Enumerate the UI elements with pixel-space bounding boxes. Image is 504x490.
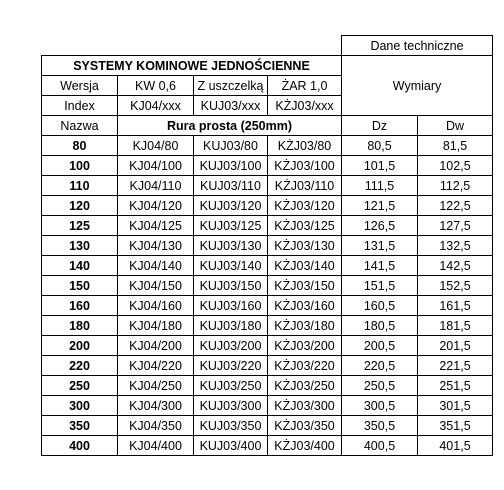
system-title: SYSTEMY KOMINOWE JEDNOŚCIENNE bbox=[42, 56, 342, 76]
dz-cell: 250,5 bbox=[342, 376, 418, 396]
spec-table bbox=[41, 35, 493, 456]
dz-cell: 350,5 bbox=[342, 416, 418, 436]
kzj-cell: KŻJ03/300 bbox=[268, 396, 342, 416]
size-cell: 120 bbox=[42, 196, 118, 216]
kuj-cell: KUJ03/130 bbox=[194, 236, 268, 256]
kzj-cell: KŻJ03/80 bbox=[268, 136, 342, 156]
index-kzj: KŻJ03/xxx bbox=[268, 96, 342, 116]
table-row bbox=[42, 236, 493, 256]
dw-cell: 161,5 bbox=[418, 296, 493, 316]
table-row bbox=[42, 356, 493, 376]
dz-cell: 400,5 bbox=[342, 436, 418, 456]
kj-cell: KJ04/250 bbox=[118, 376, 194, 396]
kzj-cell: KŻJ03/130 bbox=[268, 236, 342, 256]
size-cell: 130 bbox=[42, 236, 118, 256]
kj-cell: KJ04/100 bbox=[118, 156, 194, 176]
table-row bbox=[42, 256, 493, 276]
dw-cell: 301,5 bbox=[418, 396, 493, 416]
kzj-cell: KŻJ03/110 bbox=[268, 176, 342, 196]
kuj-cell: KUJ03/250 bbox=[194, 376, 268, 396]
dw-cell: 81,5 bbox=[418, 136, 493, 156]
kzj-cell: KŻJ03/180 bbox=[268, 316, 342, 336]
kj-cell: KJ04/200 bbox=[118, 336, 194, 356]
kzj-cell: KŻJ03/400 bbox=[268, 436, 342, 456]
dz-cell: 101,5 bbox=[342, 156, 418, 176]
kzj-cell: KŻJ03/100 bbox=[268, 156, 342, 176]
dw-cell: 102,5 bbox=[418, 156, 493, 176]
kj-cell: KJ04/350 bbox=[118, 416, 194, 436]
wersja-kw: KW 0,6 bbox=[118, 76, 194, 96]
size-cell: 200 bbox=[42, 336, 118, 356]
kzj-cell: KŻJ03/150 bbox=[268, 276, 342, 296]
dw-cell: 127,5 bbox=[418, 216, 493, 236]
kuj-cell: KUJ03/140 bbox=[194, 256, 268, 276]
kzj-cell: KŻJ03/250 bbox=[268, 376, 342, 396]
dw-cell: 142,5 bbox=[418, 256, 493, 276]
kuj-cell: KUJ03/150 bbox=[194, 276, 268, 296]
dw-cell: 251,5 bbox=[418, 376, 493, 396]
dz-cell: 200,5 bbox=[342, 336, 418, 356]
size-cell: 180 bbox=[42, 316, 118, 336]
dz-cell: 126,5 bbox=[342, 216, 418, 236]
dane-techniczne-header: Dane techniczne bbox=[342, 36, 493, 56]
table-body bbox=[42, 136, 493, 456]
header-row-1 bbox=[42, 36, 493, 56]
size-cell: 160 bbox=[42, 296, 118, 316]
dw-cell: 152,5 bbox=[418, 276, 493, 296]
table-row bbox=[42, 176, 493, 196]
kj-cell: KJ04/125 bbox=[118, 216, 194, 236]
nazwa-label: Nazwa bbox=[42, 116, 118, 136]
table-row bbox=[42, 156, 493, 176]
kj-cell: KJ04/140 bbox=[118, 256, 194, 276]
dz-label: Dz bbox=[342, 116, 418, 136]
dz-cell: 180,5 bbox=[342, 316, 418, 336]
size-cell: 110 bbox=[42, 176, 118, 196]
kuj-cell: KUJ03/80 bbox=[194, 136, 268, 156]
kj-cell: KJ04/160 bbox=[118, 296, 194, 316]
table-row bbox=[42, 336, 493, 356]
dz-cell: 111,5 bbox=[342, 176, 418, 196]
kuj-cell: KUJ03/125 bbox=[194, 216, 268, 236]
kj-cell: KJ04/180 bbox=[118, 316, 194, 336]
table-row bbox=[42, 216, 493, 236]
kj-cell: KJ04/220 bbox=[118, 356, 194, 376]
dw-cell: 201,5 bbox=[418, 336, 493, 356]
kj-cell: KJ04/130 bbox=[118, 236, 194, 256]
size-cell: 220 bbox=[42, 356, 118, 376]
dw-cell: 351,5 bbox=[418, 416, 493, 436]
size-cell: 400 bbox=[42, 436, 118, 456]
wymiary-header: Wymiary bbox=[342, 56, 493, 116]
kzj-cell: KŻJ03/160 bbox=[268, 296, 342, 316]
size-cell: 100 bbox=[42, 156, 118, 176]
kuj-cell: KUJ03/200 bbox=[194, 336, 268, 356]
kj-cell: KJ04/120 bbox=[118, 196, 194, 216]
dz-cell: 80,5 bbox=[342, 136, 418, 156]
dz-cell: 131,5 bbox=[342, 236, 418, 256]
kzj-cell: KŻJ03/125 bbox=[268, 216, 342, 236]
kj-cell: KJ04/110 bbox=[118, 176, 194, 196]
size-cell: 150 bbox=[42, 276, 118, 296]
kzj-cell: KŻJ03/350 bbox=[268, 416, 342, 436]
table-row bbox=[42, 376, 493, 396]
kuj-cell: KUJ03/120 bbox=[194, 196, 268, 216]
dw-cell: 221,5 bbox=[418, 356, 493, 376]
kj-cell: KJ04/80 bbox=[118, 136, 194, 156]
dw-cell: 122,5 bbox=[418, 196, 493, 216]
kzj-cell: KŻJ03/140 bbox=[268, 256, 342, 276]
wersja-uszczelka: Z uszczelką bbox=[194, 76, 268, 96]
blank-corner bbox=[42, 36, 342, 56]
size-cell: 125 bbox=[42, 216, 118, 236]
kzj-cell: KŻJ03/120 bbox=[268, 196, 342, 216]
kuj-cell: KUJ03/110 bbox=[194, 176, 268, 196]
dw-cell: 112,5 bbox=[418, 176, 493, 196]
size-cell: 250 bbox=[42, 376, 118, 396]
dz-cell: 220,5 bbox=[342, 356, 418, 376]
index-kj: KJ04/xxx bbox=[118, 96, 194, 116]
table-row bbox=[42, 136, 493, 156]
index-kuj: KUJ03/xxx bbox=[194, 96, 268, 116]
dw-label: Dw bbox=[418, 116, 493, 136]
kuj-cell: KUJ03/160 bbox=[194, 296, 268, 316]
table-row bbox=[42, 316, 493, 336]
dz-cell: 141,5 bbox=[342, 256, 418, 276]
size-cell: 350 bbox=[42, 416, 118, 436]
kzj-cell: KŻJ03/200 bbox=[268, 336, 342, 356]
dw-cell: 401,5 bbox=[418, 436, 493, 456]
rura-label: Rura prosta (250mm) bbox=[118, 116, 342, 136]
table-row bbox=[42, 196, 493, 216]
table-row bbox=[42, 296, 493, 316]
wersja-label: Wersja bbox=[42, 76, 118, 96]
kuj-cell: KUJ03/400 bbox=[194, 436, 268, 456]
kj-cell: KJ04/300 bbox=[118, 396, 194, 416]
table-row bbox=[42, 396, 493, 416]
size-cell: 300 bbox=[42, 396, 118, 416]
kuj-cell: KUJ03/100 bbox=[194, 156, 268, 176]
kuj-cell: KUJ03/180 bbox=[194, 316, 268, 336]
dw-cell: 132,5 bbox=[418, 236, 493, 256]
size-cell: 80 bbox=[42, 136, 118, 156]
kuj-cell: KUJ03/300 bbox=[194, 396, 268, 416]
index-label: Index bbox=[42, 96, 118, 116]
dz-cell: 160,5 bbox=[342, 296, 418, 316]
wersja-zar: ŻAR 1,0 bbox=[268, 76, 342, 96]
kj-cell: KJ04/400 bbox=[118, 436, 194, 456]
header-row-nazwa bbox=[42, 116, 493, 136]
table-row bbox=[42, 436, 493, 456]
kj-cell: KJ04/150 bbox=[118, 276, 194, 296]
dw-cell: 181,5 bbox=[418, 316, 493, 336]
size-cell: 140 bbox=[42, 256, 118, 276]
kuj-cell: KUJ03/220 bbox=[194, 356, 268, 376]
kzj-cell: KŻJ03/220 bbox=[268, 356, 342, 376]
kuj-cell: KUJ03/350 bbox=[194, 416, 268, 436]
header-row-2 bbox=[42, 56, 493, 76]
table-row bbox=[42, 416, 493, 436]
dz-cell: 151,5 bbox=[342, 276, 418, 296]
table-row bbox=[42, 276, 493, 296]
dz-cell: 121,5 bbox=[342, 196, 418, 216]
dz-cell: 300,5 bbox=[342, 396, 418, 416]
